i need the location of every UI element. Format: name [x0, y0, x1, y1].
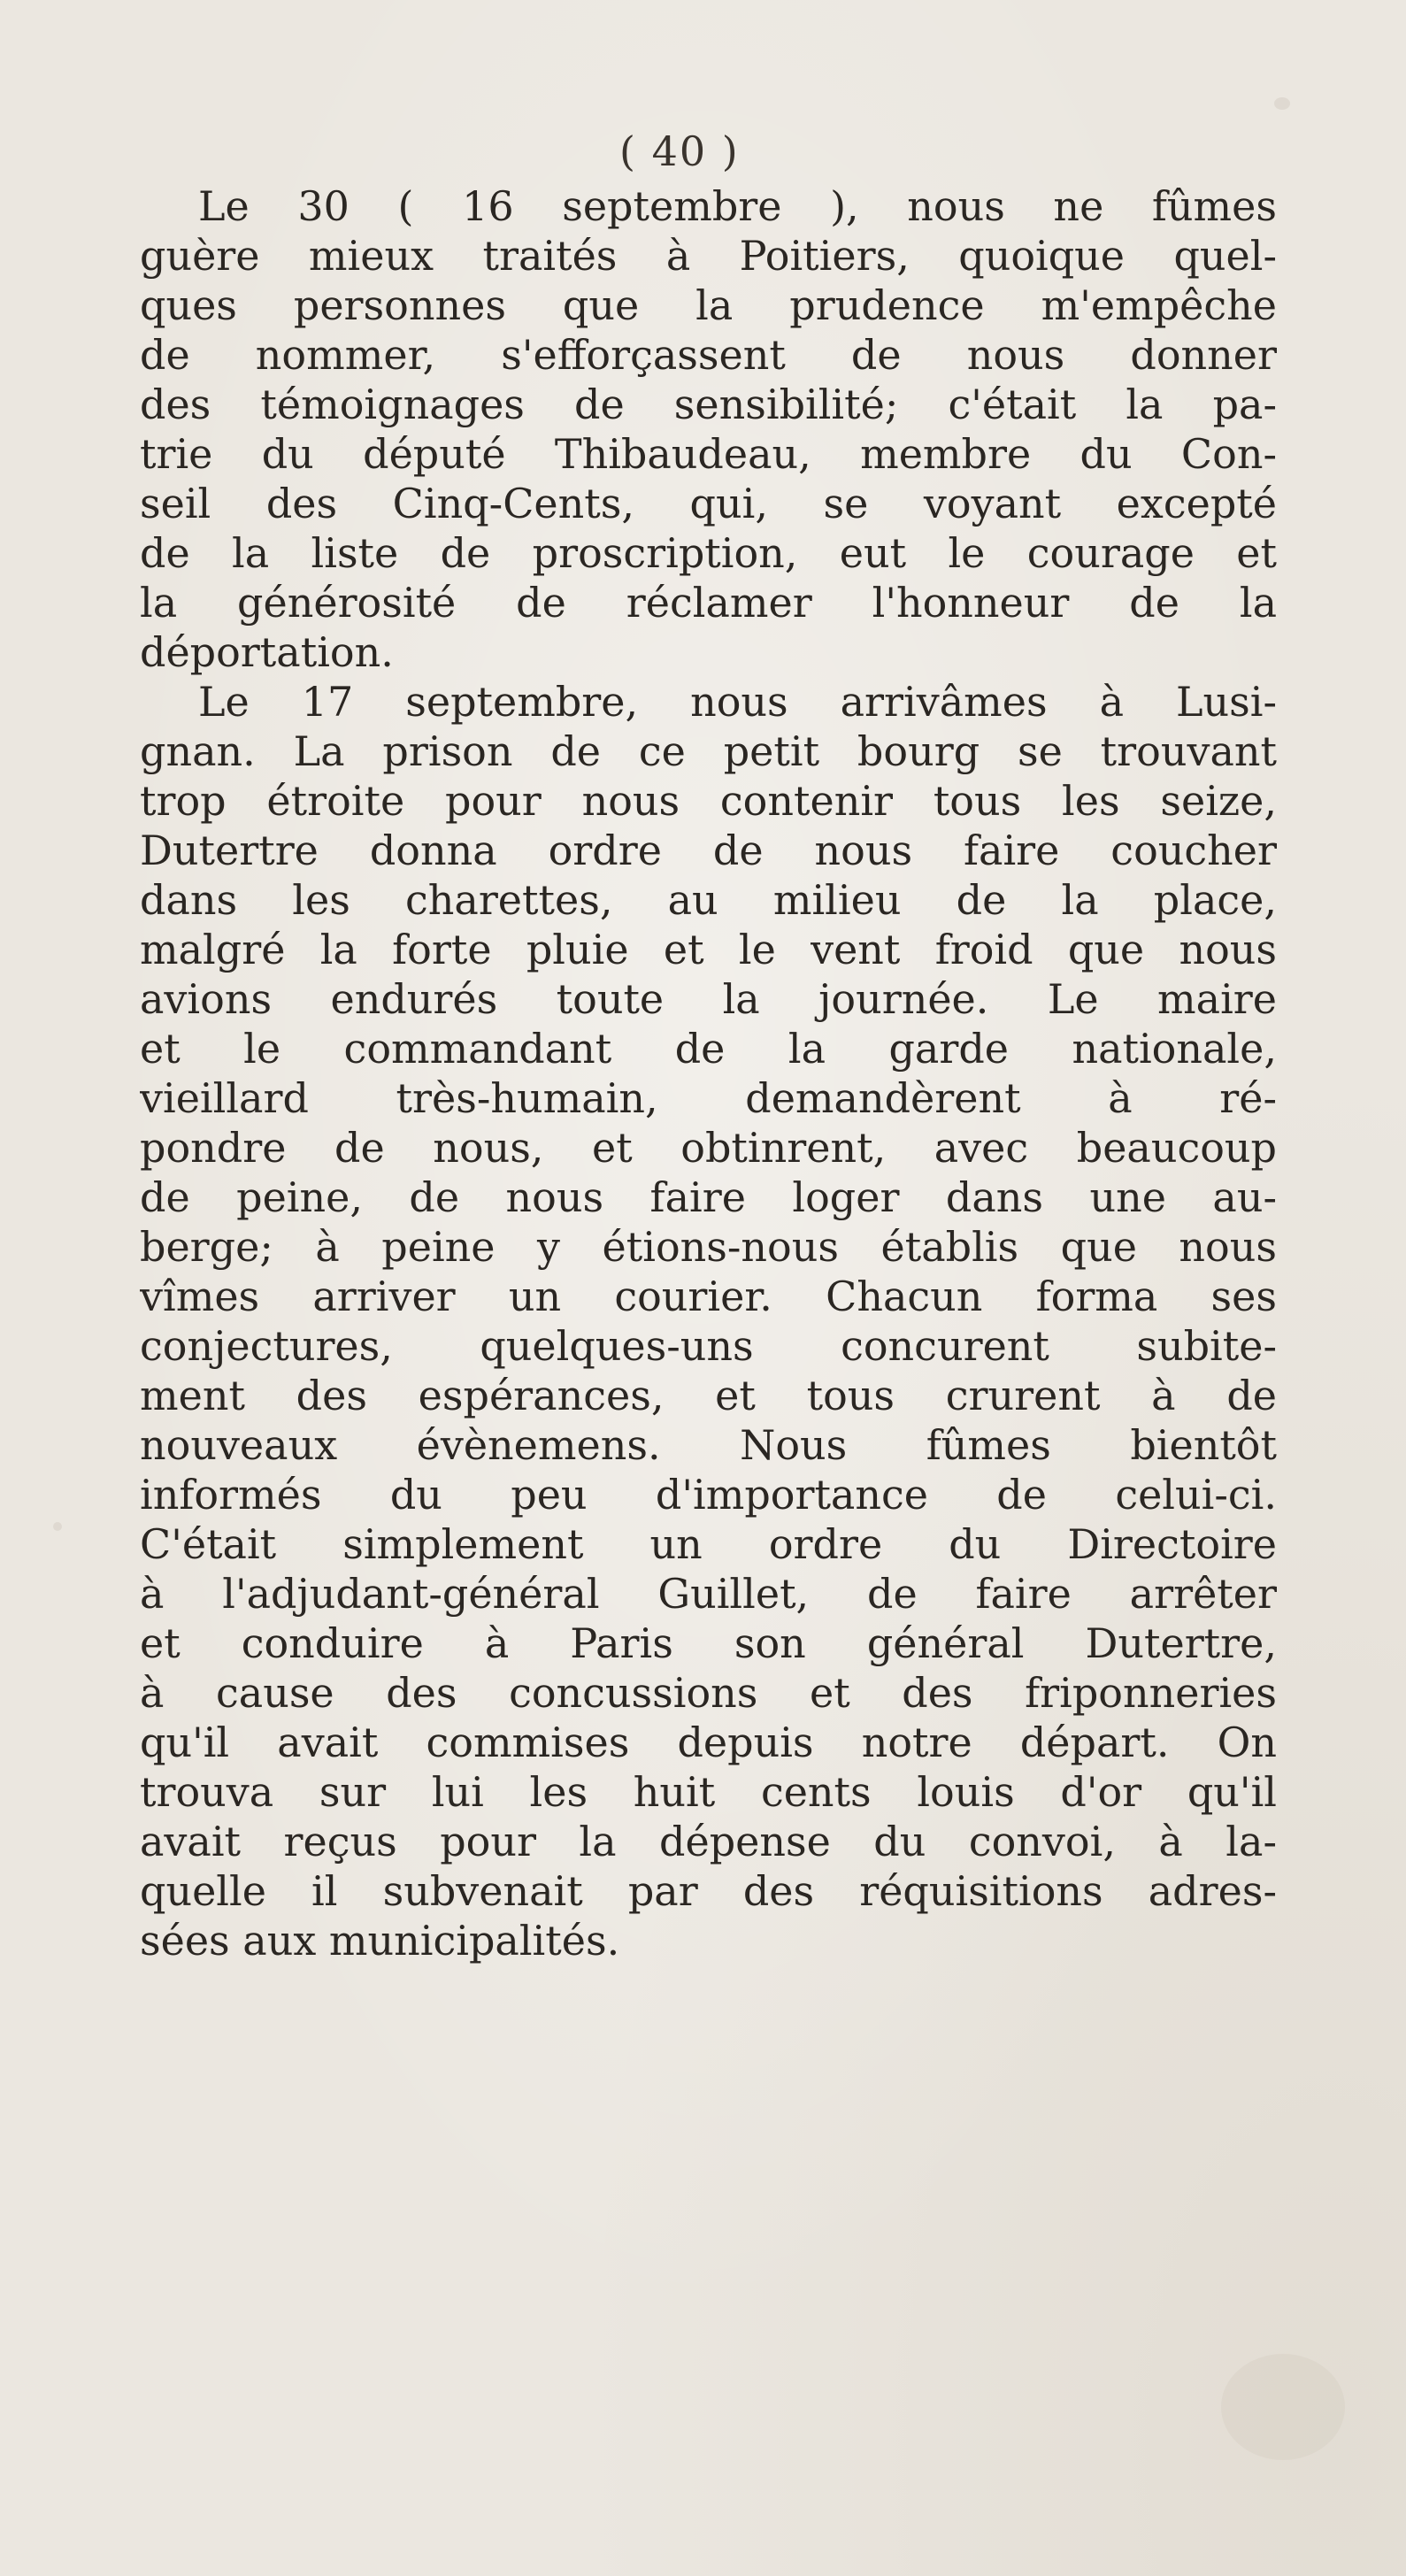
text-line: C'était simplement un ordre du Directoire [140, 1520, 1277, 1568]
text-line: vîmes arriver un courier. Chacun forma ses [140, 1273, 1277, 1320]
text-line: et conduire à Paris son général Dutertre, [140, 1619, 1277, 1667]
text-line: trop étroite pour nous contenir tous les seize, [140, 777, 1277, 825]
paper-stain [1274, 97, 1290, 110]
text-line: quelle il subvenait par des réquisitions adres- [140, 1867, 1277, 1915]
page-number: ( 40 ) [619, 127, 740, 175]
text-line: guère mieux traités à Poitiers, quoique quel- [140, 232, 1277, 280]
text-line: conjectures, quelques-uns concurent subite- [140, 1322, 1277, 1370]
text-line: et le commandant de la garde nationale, [140, 1025, 1277, 1073]
paragraph [140, 181, 1277, 677]
text-line: la générosité de réclamer l'honneur de la [140, 579, 1277, 627]
text-line: nouveaux évènemens. Nous fûmes bientôt [140, 1421, 1277, 1469]
text-line: de la liste de proscription, eut le courage et [140, 529, 1277, 577]
text-line: Le 17 septembre, nous arrivâmes à Lusi- [198, 678, 1277, 726]
text-line: déportation. [140, 628, 394, 676]
text-line: sées aux municipalités. [140, 1917, 620, 1965]
text-line: Le 30 ( 16 septembre ), nous ne fûmes [198, 182, 1277, 230]
text-line: à cause des concussions et des friponneries [140, 1669, 1277, 1717]
text-line: dans les charettes, au milieu de la place, [140, 876, 1277, 924]
text-line: gnan. La prison de ce petit bourg se trouvant [140, 727, 1277, 775]
text-line: informés du peu d'importance de celui-ci. [140, 1471, 1277, 1519]
text-line: avait reçus pour la dépense du convoi, à la- [140, 1818, 1277, 1865]
text-line: pondre de nous, et obtinrent, avec beaucoup [140, 1124, 1277, 1172]
text-line: ment des espérances, et tous crurent à de [140, 1372, 1277, 1419]
text-line: à l'adjudant-général Guillet, de faire arrêter [140, 1570, 1277, 1618]
text-line: seil des Cinq-Cents, qui, se voyant excepté [140, 480, 1277, 527]
text-line: ques personnes que la prudence m'empêche [140, 281, 1277, 329]
text-line: berge; à peine y étions-nous établis que nous [140, 1223, 1277, 1271]
paper-stain [1221, 2354, 1345, 2460]
text-line: Dutertre donna ordre de nous faire coucher [140, 827, 1277, 874]
text-line: de peine, de nous faire loger dans une au- [140, 1173, 1277, 1221]
text-line: de nommer, s'efforçassent de nous donner [140, 331, 1277, 379]
text-line: avions endurés toute la journée. Le maire [140, 975, 1277, 1023]
paragraph [140, 677, 1277, 1965]
text-line: trouva sur lui les huit cents louis d'or qu'il [140, 1768, 1277, 1816]
text-line: qu'il avait commises depuis notre départ. On [140, 1719, 1277, 1766]
text-line: des témoignages de sensibilité; c'était la pa- [140, 381, 1277, 428]
text-line: trie du député Thibaudeau, membre du Con- [140, 430, 1277, 478]
text-line: vieillard très-humain, demandèrent à ré- [140, 1074, 1277, 1122]
body-text [140, 181, 1277, 1965]
text-line: malgré la forte pluie et le vent froid que nous [140, 926, 1277, 973]
paper-stain [53, 1522, 62, 1531]
